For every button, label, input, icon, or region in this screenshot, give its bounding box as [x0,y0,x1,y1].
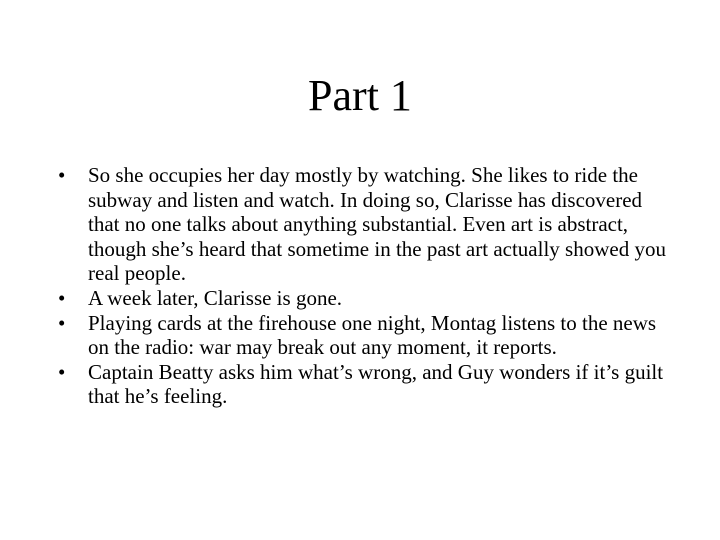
bullet-icon: • [58,359,66,384]
bullet-icon: • [58,163,66,187]
bullet-text: A week later, Clarisse is gone. [88,285,343,310]
bullet-text: Captain Beatty asks him what’s wrong, and Guy wonders if it’s guilt that he’s feeling. [88,359,664,409]
bullet-text: So she occupies her day mostly by watching. She likes to ride the subway and listen and watch. In doing so, Clarisse has discovered that no one talks about anything substantial. Even art is abstract, though she’s heard that sometime in the past art actually showed you real people. [88,163,666,286]
bullet-text: Playing cards at the firehouse one night, Montag listens to the news on the radio: war may break out any moment, it reports. [88,310,657,360]
bullet-item [58,360,668,409]
bullet-item [58,286,668,311]
bullet-list [58,163,668,409]
bullet-icon: • [58,285,66,310]
bullet-item [58,311,668,360]
slide-title: Part 1 [308,71,412,120]
bullet-item [58,163,668,286]
bullet-icon: • [58,310,66,335]
